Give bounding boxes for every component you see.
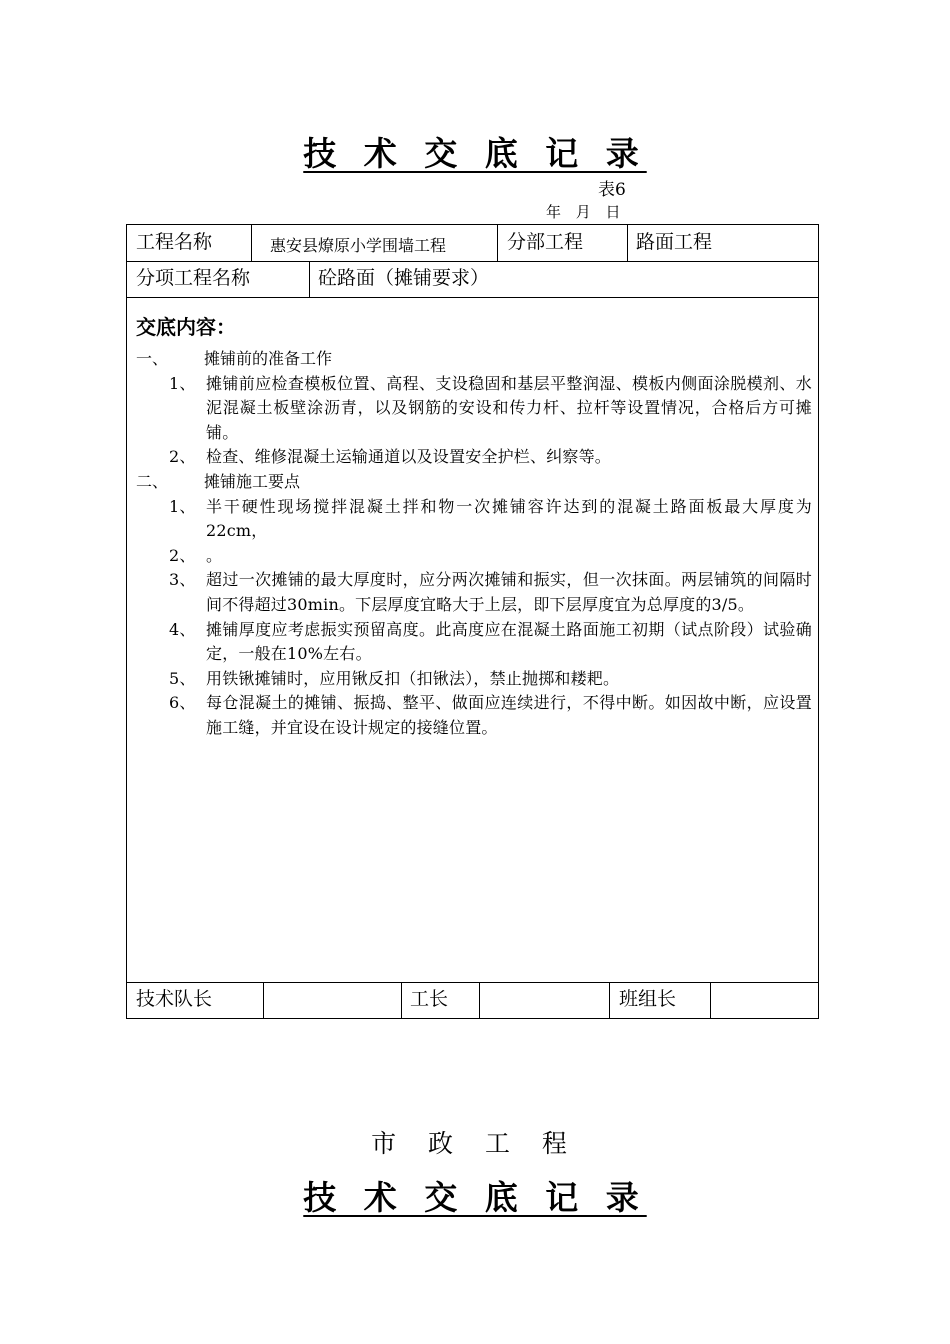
table-rule <box>251 225 252 261</box>
list-item <box>136 495 812 544</box>
handover-record-table <box>126 224 819 1019</box>
table-rule <box>263 982 264 1019</box>
item-number: 3、 <box>169 570 196 590</box>
table-rule <box>479 982 480 1019</box>
list-item <box>136 691 812 740</box>
division-label: 分部工程 <box>507 231 584 253</box>
item-text: 超过一次摊铺的最大厚度时，应分两次摊铺和振实，但一次抹面。两层铺筑的间隔时间不得超过30min。下层厚度宜略大于上层，即下层厚度宜为总厚度的3/5。 <box>206 570 812 614</box>
section-title: 摊铺施工要点 <box>204 471 301 491</box>
item-text: 检查、维修混凝土运输通道以及设置安全护栏、纠察等。 <box>206 447 612 467</box>
division-value: 路面工程 <box>636 231 713 253</box>
list-item <box>136 667 812 692</box>
item-text: 半干硬性现场搅拌混凝土拌和物一次摊铺容许达到的混凝土路面板最大厚度为22cm， <box>206 496 812 541</box>
date-line: 年 月 日 <box>546 203 621 221</box>
item-text: 每仓混凝土的摊铺、振捣、整平、做面应连续进行，不得中断。如因故中断，应设置施工缝，并宜设在设计规定的接缝位置。 <box>206 693 812 737</box>
document-title: 技 术 交 底 记 录 <box>303 134 647 173</box>
list-item <box>136 372 812 446</box>
item-text: 用铁锹摊铺时，应用锹反扣（扣锹法），禁止抛掷和耧耙。 <box>206 668 620 688</box>
table-rule <box>497 225 498 261</box>
table-rule <box>127 261 818 262</box>
table-rule <box>609 982 610 1019</box>
item-number: 1、 <box>169 373 196 393</box>
list-item <box>136 618 812 667</box>
table-rule <box>401 982 402 1019</box>
table-rule <box>710 982 711 1019</box>
team-lead-label: 班组长 <box>619 988 677 1010</box>
table-rule <box>127 982 818 983</box>
section-number: 一、 <box>136 349 169 368</box>
item-number: 4、 <box>169 619 196 639</box>
next-page-title: 技 术 交 底 记 录 <box>303 1178 647 1217</box>
item-number: 6、 <box>169 693 196 713</box>
handover-content <box>136 347 812 741</box>
section-title: 摊铺前的准备工作 <box>204 349 333 368</box>
table-rule <box>627 225 628 261</box>
subitem-value: 砼路面（摊铺要求） <box>318 267 490 289</box>
item-number: 5、 <box>169 668 196 688</box>
item-number: 1、 <box>169 496 196 516</box>
item-text: 摊铺厚度应考虑振实预留高度。此高度应在混凝土路面施工初期（试点阶段）试验确定，一般在10%左右。 <box>206 619 812 664</box>
section-number: 二、 <box>136 471 169 491</box>
tech-lead-label: 技术队长 <box>136 988 213 1010</box>
table-rule <box>127 297 818 298</box>
list-item <box>136 568 812 617</box>
item-text: 。 <box>206 545 223 565</box>
next-page-subtitle: 市 政 工 程 <box>371 1129 579 1158</box>
foreman-label: 工长 <box>410 988 449 1010</box>
table-rule <box>309 261 310 297</box>
section-heading <box>136 347 812 372</box>
content-label: 交底内容： <box>136 315 236 339</box>
item-number: 2、 <box>169 447 196 467</box>
form-number: 表6 <box>598 180 626 200</box>
item-text: 摊铺前应检查模板位置、高程、支设稳固和基层平整润湿、模板内侧面涂脱模剂、水泥混凝土板壁涂沥青，以及钢筋的安设和传力杆、拉杆等设置情况，合格后方可摊铺。 <box>206 373 812 442</box>
subitem-label: 分项工程名称 <box>136 267 251 289</box>
item-number: 2、 <box>169 545 196 565</box>
project-name-value: 惠安县燎原小学围墙工程 <box>270 236 447 255</box>
list-item <box>136 445 812 470</box>
section-heading <box>136 470 812 495</box>
project-name-label: 工程名称 <box>136 231 213 253</box>
list-item <box>136 544 812 569</box>
